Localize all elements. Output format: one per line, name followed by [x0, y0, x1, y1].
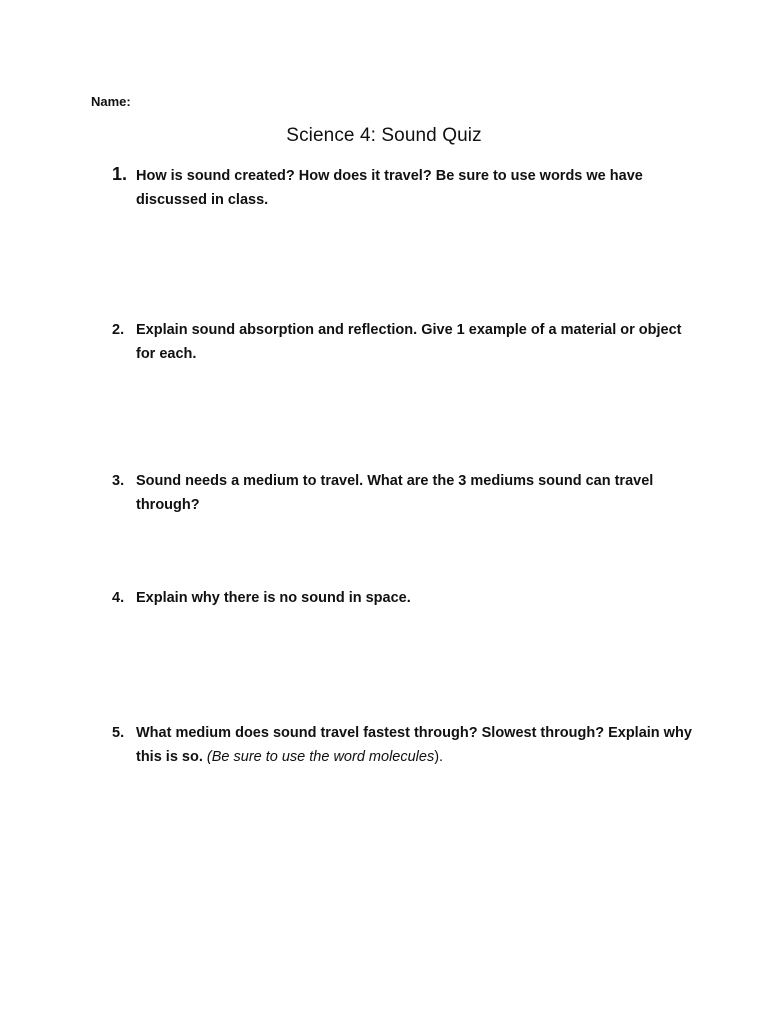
question-2 — [112, 318, 692, 366]
question-5 — [112, 721, 692, 769]
question-number: 4. — [112, 590, 125, 606]
name-label: Name: — [91, 94, 131, 109]
question-text: How is sound created? How does it travel? Be sure to use words we have discussed in class. — [136, 168, 643, 208]
question-4 — [112, 586, 692, 610]
question-hint-tail: ). — [434, 749, 444, 765]
question-text: Explain why there is no sound in space. — [136, 590, 411, 606]
question-number: 5. — [112, 725, 125, 741]
question-text: Explain sound absorption and reflection. Give 1 example of a material or object for each. — [136, 322, 682, 362]
question-text-wrapper — [136, 721, 692, 769]
question-hint: (Be sure to use the word molecules — [206, 749, 435, 765]
question-text: What medium does sound travel fastest through? Slowest through? Explain why this is so. — [136, 725, 692, 765]
question-number: 2. — [112, 322, 125, 338]
question-number: 1. — [112, 164, 128, 184]
question-text: Sound needs a medium to travel. What are the 3 mediums sound can travel through? — [136, 473, 654, 513]
page-title: Science 4: Sound Quiz — [286, 125, 482, 146]
question-1 — [112, 164, 692, 212]
question-number: 3. — [112, 473, 125, 489]
question-3 — [112, 469, 692, 517]
